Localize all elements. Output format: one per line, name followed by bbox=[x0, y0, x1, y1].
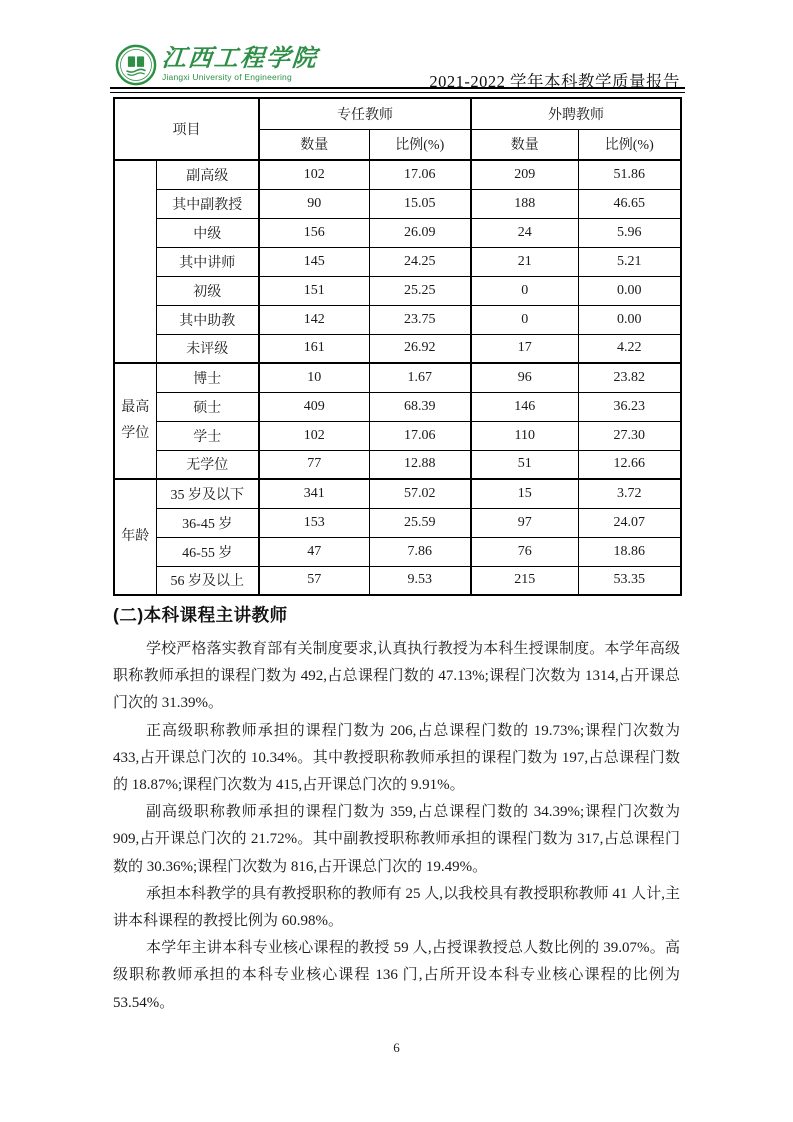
teacher-statistics-table bbox=[113, 97, 682, 596]
ft-pct-cell: 24.25 bbox=[369, 247, 471, 276]
row-label: 副高级 bbox=[156, 160, 259, 189]
ft-qty-cell: 145 bbox=[259, 247, 369, 276]
university-name-cn: 江西工程学院 bbox=[160, 46, 320, 72]
ft-qty-cell: 156 bbox=[259, 218, 369, 247]
row-label: 其中副教授 bbox=[156, 189, 259, 218]
ft-pct-cell: 26.92 bbox=[369, 334, 471, 363]
ft-qty-cell: 102 bbox=[259, 421, 369, 450]
ext-pct-cell: 5.21 bbox=[578, 247, 681, 276]
ft-pct-cell: 15.05 bbox=[369, 189, 471, 218]
ext-qty-cell: 0 bbox=[471, 305, 578, 334]
ext-pct-cell: 3.72 bbox=[578, 479, 681, 508]
paragraph: 承担本科教学的具有教授职称的教师有 25 人,以我校具有教授职称教师 41 人计,主讲本科课程的教授比例为 60.98%。 bbox=[113, 885, 680, 930]
ft-pct-cell: 57.02 bbox=[369, 479, 471, 508]
ft-pct-cell: 7.86 bbox=[369, 537, 471, 566]
row-label: 博士 bbox=[156, 363, 259, 392]
table-row bbox=[114, 334, 681, 363]
ext-pct-cell: 0.00 bbox=[578, 276, 681, 305]
col-header-ft-qty: 数量 bbox=[259, 129, 369, 160]
table-row bbox=[114, 450, 681, 479]
ft-pct-cell: 17.06 bbox=[369, 160, 471, 189]
ext-qty-cell: 15 bbox=[471, 479, 578, 508]
ft-qty-cell: 341 bbox=[259, 479, 369, 508]
ft-qty-cell: 102 bbox=[259, 160, 369, 189]
ext-qty-cell: 97 bbox=[471, 508, 578, 537]
row-label: 学士 bbox=[156, 421, 259, 450]
ext-pct-cell: 12.66 bbox=[578, 450, 681, 479]
page-header bbox=[113, 42, 680, 92]
ext-pct-cell: 18.86 bbox=[578, 537, 681, 566]
ext-qty-cell: 215 bbox=[471, 566, 578, 595]
ft-pct-cell: 12.88 bbox=[369, 450, 471, 479]
row-label: 其中助教 bbox=[156, 305, 259, 334]
col-header-external: 外聘教师 bbox=[471, 98, 681, 129]
col-header-item: 项目 bbox=[114, 98, 259, 160]
ext-qty-cell: 76 bbox=[471, 537, 578, 566]
paragraph: 学校严格落实教育部有关制度要求,认真执行教授为本科生授课制度。本学年高级职称教师承担的课程门数为 492,占总课程门数的 47.13%;课程门次数为 1314,占开课总门次的 31.39%。 bbox=[113, 641, 680, 712]
university-logo bbox=[115, 44, 318, 86]
table-row bbox=[114, 508, 681, 537]
ext-qty-cell: 0 bbox=[471, 276, 578, 305]
report-title: 2021-2022 学年本科教学质量报告 bbox=[429, 72, 680, 91]
paragraph: 副高级职称教师承担的课程门数为 359,占总课程门数的 34.39%;课程门次数为 909,占开课总门次的 21.72%。其中副教授职称教师承担的课程门数为 317,占总课程门数的 30.36%;课程门次数为 816,占开课总门次的 19.49%。 bbox=[113, 804, 680, 875]
ft-qty-cell: 153 bbox=[259, 508, 369, 537]
paragraph: 本学年主讲本科专业核心课程的教授 59 人,占授课教授总人数比例的 39.07%。高级职称教师承担的本科专业核心课程 136 门,占所开设本科专业核心课程的比例为 53.54%。 bbox=[113, 940, 680, 1011]
row-group-title: 年龄 bbox=[114, 479, 156, 595]
ft-qty-cell: 142 bbox=[259, 305, 369, 334]
ft-qty-cell: 10 bbox=[259, 363, 369, 392]
table-row bbox=[114, 160, 681, 189]
ft-qty-cell: 77 bbox=[259, 450, 369, 479]
university-seal-icon bbox=[115, 44, 157, 86]
ext-pct-cell: 27.30 bbox=[578, 421, 681, 450]
row-label: 46-55 岁 bbox=[156, 537, 259, 566]
ext-qty-cell: 146 bbox=[471, 392, 578, 421]
ft-pct-cell: 1.67 bbox=[369, 363, 471, 392]
ft-qty-cell: 151 bbox=[259, 276, 369, 305]
ext-pct-cell: 24.07 bbox=[578, 508, 681, 537]
row-label: 中级 bbox=[156, 218, 259, 247]
col-header-ext-qty: 数量 bbox=[471, 129, 578, 160]
section-body bbox=[113, 602, 680, 1017]
ext-pct-cell: 53.35 bbox=[578, 566, 681, 595]
row-group-title bbox=[114, 160, 156, 363]
row-label: 未评级 bbox=[156, 334, 259, 363]
ext-qty-cell: 17 bbox=[471, 334, 578, 363]
row-label: 56 岁及以上 bbox=[156, 566, 259, 595]
university-name-en: Jiangxi University of Engineering bbox=[162, 72, 292, 82]
col-header-fulltime: 专任教师 bbox=[259, 98, 471, 129]
table-row bbox=[114, 247, 681, 276]
ext-qty-cell: 188 bbox=[471, 189, 578, 218]
ext-qty-cell: 209 bbox=[471, 160, 578, 189]
ext-qty-cell: 51 bbox=[471, 450, 578, 479]
ext-pct-cell: 51.86 bbox=[578, 160, 681, 189]
table-row bbox=[114, 363, 681, 392]
ft-qty-cell: 90 bbox=[259, 189, 369, 218]
ft-qty-cell: 409 bbox=[259, 392, 369, 421]
table-row bbox=[114, 189, 681, 218]
col-header-ext-pct: 比例(%) bbox=[578, 129, 681, 160]
paragraph: 正高级职称教师承担的课程门数为 206,占总课程门数的 19.73%;课程门次数为 433,占开课总门次的 10.34%。其中教授职称教师承担的课程门数为 197,占总课程门数的 18.87%;课程门次数为 415,占开课总门次的 9.91%。 bbox=[113, 722, 680, 794]
ft-pct-cell: 23.75 bbox=[369, 305, 471, 334]
ext-qty-cell: 96 bbox=[471, 363, 578, 392]
ext-pct-cell: 36.23 bbox=[578, 392, 681, 421]
ext-qty-cell: 21 bbox=[471, 247, 578, 276]
row-label: 初级 bbox=[156, 276, 259, 305]
ext-qty-cell: 24 bbox=[471, 218, 578, 247]
table-row bbox=[114, 305, 681, 334]
table-row bbox=[114, 566, 681, 595]
ft-pct-cell: 26.09 bbox=[369, 218, 471, 247]
table-row bbox=[114, 276, 681, 305]
ext-pct-cell: 0.00 bbox=[578, 305, 681, 334]
table-row bbox=[114, 421, 681, 450]
row-label: 36-45 岁 bbox=[156, 508, 259, 537]
ext-qty-cell: 110 bbox=[471, 421, 578, 450]
ft-pct-cell: 25.59 bbox=[369, 508, 471, 537]
row-label: 无学位 bbox=[156, 450, 259, 479]
row-label: 其中讲师 bbox=[156, 247, 259, 276]
ft-qty-cell: 161 bbox=[259, 334, 369, 363]
ext-pct-cell: 4.22 bbox=[578, 334, 681, 363]
section-heading: (二)本科课程主讲教师 bbox=[113, 605, 288, 625]
table-row bbox=[114, 479, 681, 508]
ft-pct-cell: 25.25 bbox=[369, 276, 471, 305]
ext-pct-cell: 46.65 bbox=[578, 189, 681, 218]
ft-pct-cell: 68.39 bbox=[369, 392, 471, 421]
ft-qty-cell: 57 bbox=[259, 566, 369, 595]
ft-pct-cell: 17.06 bbox=[369, 421, 471, 450]
ft-qty-cell: 47 bbox=[259, 537, 369, 566]
table-row bbox=[114, 537, 681, 566]
table-row bbox=[114, 392, 681, 421]
ext-pct-cell: 23.82 bbox=[578, 363, 681, 392]
header-divider bbox=[110, 87, 685, 93]
table-row bbox=[114, 218, 681, 247]
page-number: 6 bbox=[393, 1040, 400, 1055]
row-group-title: 最高学位 bbox=[114, 363, 156, 479]
ft-pct-cell: 9.53 bbox=[369, 566, 471, 595]
ext-pct-cell: 5.96 bbox=[578, 218, 681, 247]
row-label: 硕士 bbox=[156, 392, 259, 421]
logo-text bbox=[162, 44, 318, 83]
col-header-ft-pct: 比例(%) bbox=[369, 129, 471, 160]
row-label: 35 岁及以下 bbox=[156, 479, 259, 508]
